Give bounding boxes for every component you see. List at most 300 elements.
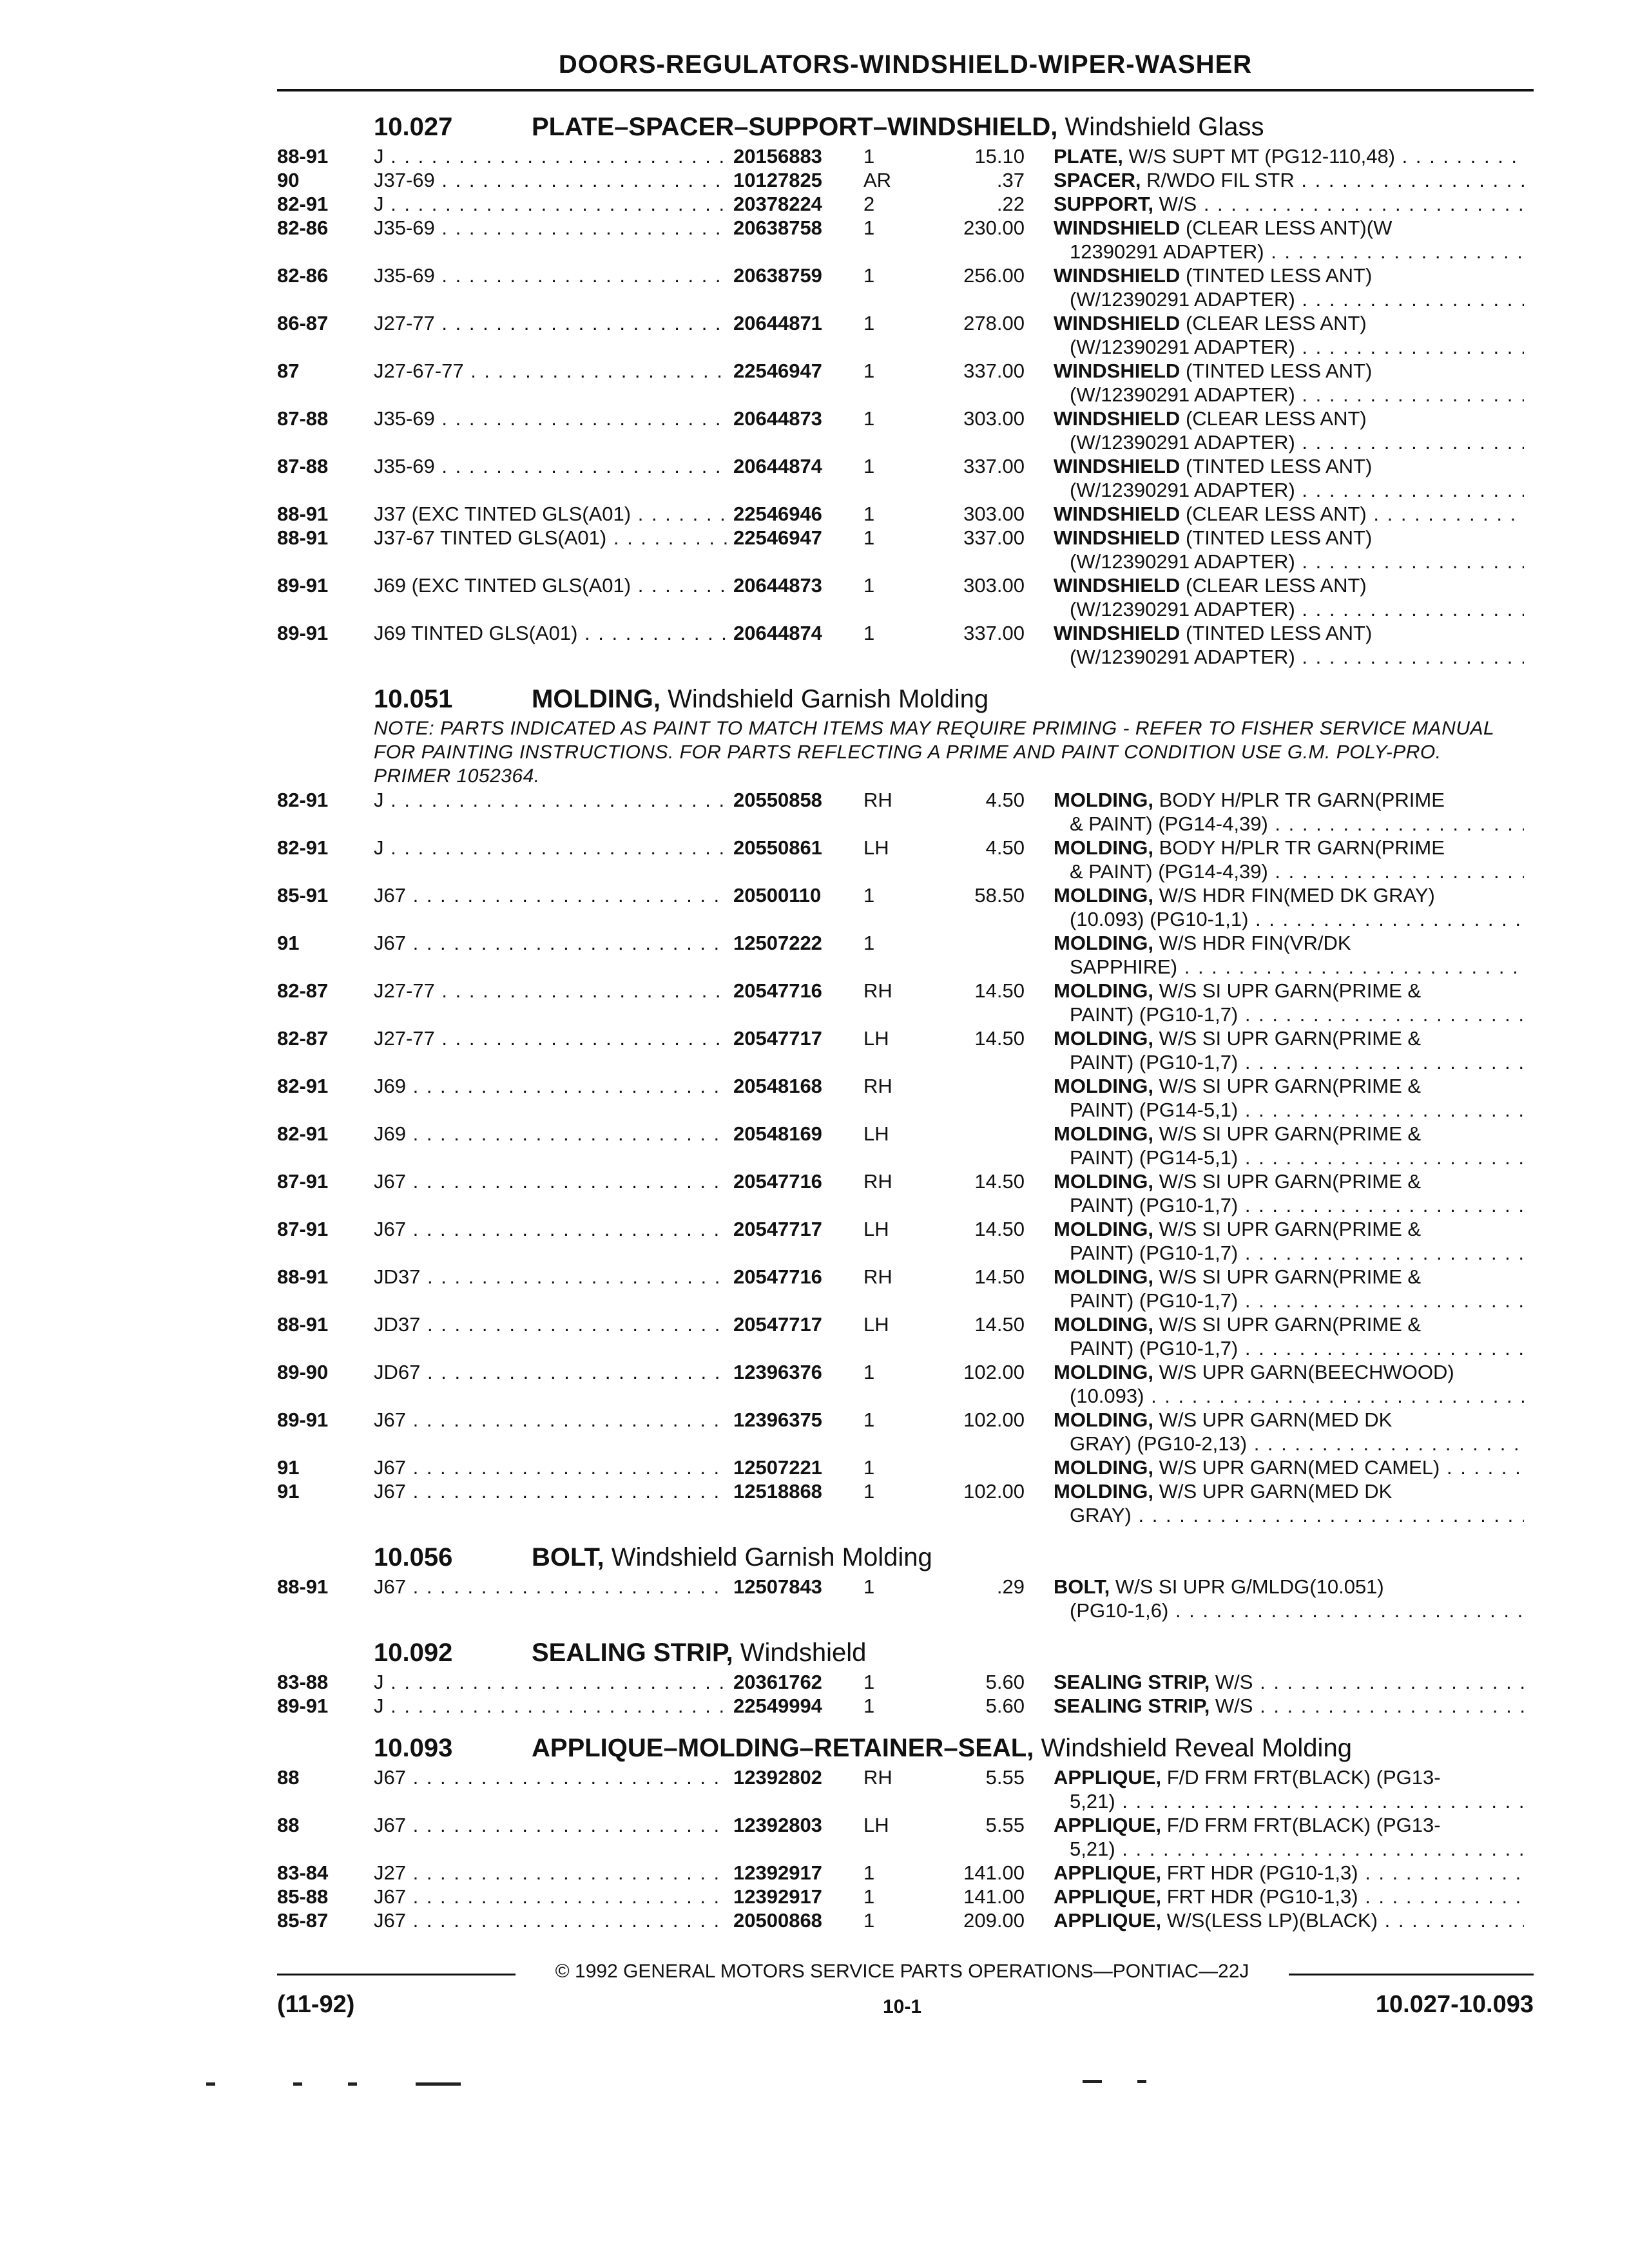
part-number: 22546946: [728, 502, 1139, 526]
quantity: 1: [863, 1575, 875, 1598]
table-row: [277, 311, 1534, 359]
part-description: [1054, 526, 1524, 573]
description-line: WINDSHIELD (TINTED LESS ANT): [1054, 622, 1373, 644]
quantity: RH: [863, 789, 892, 811]
table-row: [277, 168, 1534, 192]
description-line: APPLIQUE, W/S(LESS LP)(BLACK) . . .: [1054, 1908, 1524, 1932]
scan-artifact: [206, 2082, 215, 2086]
part-description: [1054, 1026, 1524, 1074]
parts-list: [277, 97, 1534, 1932]
description-line: PAINT) (PG10-1,7) . . .: [1054, 1050, 1524, 1074]
model-code: J69 (EXC TINTED GLS(A01) . . .: [374, 573, 1001, 597]
model-code: J67 . . .: [374, 883, 1001, 907]
table-row: [277, 1670, 1534, 1694]
description-line: PAINT) (PG14-5,1) . . .: [1054, 1146, 1524, 1169]
description-keyword: APPLIQUE,: [1054, 1766, 1162, 1789]
description-keyword: SPACER,: [1054, 169, 1141, 191]
description-line: & PAINT) (PG14-4,39) . . .: [1054, 812, 1524, 836]
section-title: [532, 1734, 1352, 1763]
model-code: J27-77 . . .: [374, 1026, 1001, 1050]
description-line: MOLDING, W/S UPR GARN(MED DK: [1054, 1480, 1393, 1503]
section-title-sub: Windshield Reveal Molding: [1034, 1734, 1352, 1762]
description-line: GRAY) (PG10-2,13) . . .: [1054, 1432, 1524, 1456]
description-line: GRAY) . . .: [1054, 1503, 1524, 1527]
description-line: MOLDING, W/S HDR FIN(MED DK GRAY): [1054, 884, 1435, 907]
section-title-sub: Windshield Garnish Molding: [660, 685, 989, 713]
description-keyword: WINDSHIELD: [1054, 526, 1181, 549]
table-row: [277, 502, 1534, 526]
description-keyword: MOLDING,: [1054, 1313, 1153, 1336]
section-header: [277, 669, 1534, 716]
part-number: 20547717: [728, 1217, 1139, 1241]
description-keyword: WINDSHIELD: [1054, 503, 1181, 525]
price: .29: [996, 1575, 1025, 1598]
section-title-main: MOLDING,: [532, 685, 660, 713]
model-year: 82-86: [277, 216, 329, 239]
description-line: MOLDING, W/S HDR FIN(VR/DK: [1054, 932, 1351, 954]
part-description: [1054, 264, 1524, 311]
description-keyword: APPLIQUE,: [1054, 1814, 1162, 1836]
model-code: J67 . . .: [374, 1169, 1001, 1193]
quantity: 1: [863, 1695, 875, 1717]
model-code: JD67 . . .: [374, 1360, 1001, 1384]
quantity: AR: [863, 169, 892, 191]
part-description: [1054, 621, 1524, 669]
model-year: 88-91: [277, 503, 329, 525]
table-row: [277, 1813, 1534, 1861]
table-row: [277, 1122, 1534, 1169]
section-title-main: BOLT,: [532, 1543, 604, 1571]
description-keyword: MOLDING,: [1054, 1170, 1153, 1193]
model-code: J69 . . .: [374, 1122, 1001, 1146]
description-line: SEALING STRIP, W/S . . .: [1054, 1670, 1524, 1694]
table-row: [277, 1456, 1534, 1479]
model-year: 82-86: [277, 264, 329, 287]
model-code: J37-67 TINTED GLS(A01) . . .: [374, 526, 1001, 550]
description-keyword: MOLDING,: [1054, 1075, 1153, 1097]
price: 58.50: [974, 884, 1025, 907]
description-keyword: BOLT,: [1054, 1575, 1110, 1598]
model-year: 82-91: [277, 789, 329, 811]
part-number: 20644874: [728, 621, 1139, 645]
price: 102.00: [963, 1408, 1025, 1431]
table-row: [277, 526, 1534, 573]
part-description: [1054, 454, 1524, 502]
description-line: WINDSHIELD (CLEAR LESS ANT)(W: [1054, 216, 1393, 239]
description-line: WINDSHIELD (CLEAR LESS ANT): [1054, 407, 1367, 430]
quantity: 1: [863, 407, 875, 430]
scan-artifact: [293, 2082, 302, 2086]
model-code: J27-67-77 . . .: [374, 359, 1001, 383]
price: 303.00: [963, 503, 1025, 525]
model-code: J69 TINTED GLS(A01) . . .: [374, 621, 1001, 645]
model-code: J27-77 . . .: [374, 311, 1001, 335]
description-line: (W/12390291 ADAPTER) . . .: [1054, 645, 1524, 669]
description-keyword: MOLDING,: [1054, 789, 1153, 811]
model-code: J67 . . .: [374, 1456, 1001, 1479]
description-line: (W/12390291 ADAPTER) . . .: [1054, 430, 1524, 454]
description-keyword: WINDSHIELD: [1054, 264, 1181, 287]
model-code: J67 . . .: [374, 1575, 1001, 1599]
part-number: 20644871: [728, 311, 1139, 335]
section-header: [277, 1622, 1534, 1670]
part-description: [1054, 788, 1524, 836]
part-number: 12518868: [728, 1479, 1139, 1503]
description-line: WINDSHIELD (TINTED LESS ANT): [1054, 526, 1373, 549]
table-row: [277, 1861, 1534, 1885]
price: 102.00: [963, 1480, 1025, 1503]
price: 141.00: [963, 1885, 1025, 1908]
description-line: (PG10-1,6) . . .: [1054, 1599, 1524, 1622]
table-row: [277, 1479, 1534, 1527]
table-row: [277, 1765, 1534, 1813]
description-line: PAINT) (PG10-1,7) . . .: [1054, 1336, 1524, 1360]
price: 256.00: [963, 264, 1025, 287]
model-year: 86-87: [277, 312, 329, 334]
model-code: J35-69 . . .: [374, 264, 1001, 287]
quantity: LH: [863, 1122, 889, 1145]
model-year: 85-91: [277, 884, 329, 907]
part-description: [1054, 1694, 1524, 1718]
scan-artifact: [1083, 2080, 1102, 2083]
description-line: (W/12390291 ADAPTER) . . .: [1054, 383, 1524, 407]
model-code: J67 . . .: [374, 1408, 1001, 1432]
section-title: [532, 113, 1264, 142]
description-line: BOLT, W/S SI UPR G/MLDG(10.051): [1054, 1575, 1384, 1598]
price: 14.50: [974, 1170, 1025, 1193]
table-row: [277, 883, 1534, 931]
price: 337.00: [963, 622, 1025, 644]
description-line: MOLDING, BODY H/PLR TR GARN(PRIME: [1054, 789, 1445, 811]
part-description: [1054, 883, 1524, 931]
quantity: 1: [863, 1408, 875, 1431]
part-number: 20156883: [728, 144, 1139, 168]
quantity: LH: [863, 836, 889, 859]
table-row: [277, 454, 1534, 502]
part-description: [1054, 1360, 1524, 1408]
description-line: WINDSHIELD (CLEAR LESS ANT): [1054, 312, 1367, 334]
quantity: 1: [863, 145, 875, 168]
part-description: [1054, 979, 1524, 1026]
model-code: J35-69 . . .: [374, 407, 1001, 430]
price: 5.60: [985, 1695, 1025, 1717]
part-number: 20644873: [728, 573, 1139, 597]
model-year: 83-84: [277, 1861, 329, 1884]
quantity: RH: [863, 1170, 892, 1193]
description-keyword: APPLIQUE,: [1054, 1909, 1162, 1932]
description-line: MOLDING, W/S UPR GARN(MED DK: [1054, 1408, 1393, 1431]
section-note: NOTE: PARTS INDICATED AS PAINT TO MATCH ITEMS MAY REQUIRE PRIMING - REFER TO FISHER SERVICE MANUAL FOR PAINTING INSTRUCTIONS. FOR PARTS REFLECTING A PRIME AND PAINT CONDITION USE G.M. POLY-PRO. PRIMER 1052364.: [374, 718, 1494, 787]
header-rule: [277, 89, 1534, 91]
table-row: [277, 979, 1534, 1026]
part-number: 20638759: [728, 264, 1139, 287]
footer-page-number: 10-1: [882, 1996, 922, 2017]
model-code: J67 . . .: [374, 1908, 1001, 1932]
description-keyword: WINDSHIELD: [1054, 407, 1181, 430]
model-code: J35-69 . . .: [374, 454, 1001, 478]
part-number: 20548168: [728, 1074, 1139, 1098]
description-keyword: MOLDING,: [1054, 1456, 1153, 1479]
table-row: [277, 264, 1534, 311]
table-row: [277, 192, 1534, 216]
part-description: [1054, 192, 1524, 216]
description-line: MOLDING, W/S SI UPR GARN(PRIME &: [1054, 1218, 1422, 1240]
price: 5.55: [985, 1766, 1025, 1789]
part-number: 20547716: [728, 1169, 1139, 1193]
description-line: (W/12390291 ADAPTER) . . .: [1054, 478, 1524, 502]
table-row: [277, 1074, 1534, 1122]
model-year: 88-91: [277, 1575, 329, 1598]
part-description: [1054, 1265, 1524, 1312]
model-year: 87-91: [277, 1218, 329, 1240]
table-row: [277, 359, 1534, 407]
description-line: (W/12390291 ADAPTER) . . .: [1054, 335, 1524, 359]
table-row: [277, 836, 1534, 883]
section-title: [532, 685, 988, 714]
description-line: APPLIQUE, F/D FRM FRT(BLACK) (PG13-: [1054, 1814, 1441, 1836]
section-title-sub: Windshield Garnish Molding: [604, 1543, 932, 1571]
quantity: LH: [863, 1313, 889, 1336]
price: 303.00: [963, 407, 1025, 430]
description-line: (10.093) (PG10-1,1) . . .: [1054, 907, 1524, 931]
quantity: 1: [863, 1861, 875, 1884]
description-line: 12390291 ADAPTER) . . .: [1054, 240, 1524, 264]
part-number: 20500110: [728, 883, 1139, 907]
price: 5.60: [985, 1671, 1025, 1693]
model-year: 85-88: [277, 1885, 329, 1908]
price: 209.00: [963, 1909, 1025, 1932]
model-year: 88: [277, 1814, 300, 1836]
table-row: [277, 621, 1534, 669]
description-keyword: SEALING STRIP,: [1054, 1695, 1210, 1717]
quantity: RH: [863, 1766, 892, 1789]
section-number: 10.056: [374, 1543, 453, 1571]
part-description: [1054, 1408, 1524, 1456]
model-year: 87-88: [277, 455, 329, 477]
description-line: MOLDING, W/S UPR GARN(BEECHWOOD): [1054, 1361, 1454, 1383]
part-number: 20550861: [728, 836, 1139, 860]
quantity: LH: [863, 1814, 889, 1836]
part-description: [1054, 311, 1524, 359]
table-row: [277, 1217, 1534, 1265]
section-title: [532, 1639, 866, 1667]
price: 278.00: [963, 312, 1025, 334]
part-number: 20548169: [728, 1122, 1139, 1146]
table-row: [277, 1169, 1534, 1217]
model-year: 88-91: [277, 1313, 329, 1336]
part-number: 12396376: [728, 1360, 1139, 1384]
part-number: 20500868: [728, 1908, 1139, 1932]
description-line: PAINT) (PG10-1,7) . . .: [1054, 1193, 1524, 1217]
part-description: [1054, 1456, 1524, 1479]
part-number: 12392803: [728, 1813, 1139, 1837]
description-line: SEALING STRIP, W/S . . .: [1054, 1694, 1524, 1718]
quantity: 1: [863, 312, 875, 334]
scan-artifact: [416, 2082, 461, 2086]
model-year: 89-91: [277, 574, 329, 597]
part-number: 12396375: [728, 1408, 1139, 1432]
price: 102.00: [963, 1361, 1025, 1383]
description-line: (W/12390291 ADAPTER) . . .: [1054, 287, 1524, 311]
description-keyword: WINDSHIELD: [1054, 360, 1181, 382]
price: 14.50: [974, 1027, 1025, 1050]
quantity: 1: [863, 360, 875, 382]
table-row: [277, 1312, 1534, 1360]
price: .37: [996, 169, 1025, 191]
description-keyword: MOLDING,: [1054, 979, 1153, 1002]
section-number: 10.092: [374, 1639, 453, 1667]
footer-copyright: © 1992 GENERAL MOTORS SERVICE PARTS OPERATIONS—PONTIAC—22J: [555, 1961, 1249, 1982]
model-code: J67 . . .: [374, 1217, 1001, 1241]
part-description: [1054, 1861, 1524, 1885]
description-line: WINDSHIELD (TINTED LESS ANT): [1054, 360, 1373, 382]
price: 4.50: [985, 789, 1025, 811]
description-keyword: MOLDING,: [1054, 1265, 1153, 1288]
model-year: 89-91: [277, 622, 329, 644]
quantity: 1: [863, 884, 875, 907]
quantity: 1: [863, 455, 875, 477]
description-line: PAINT) (PG14-5,1) . . .: [1054, 1098, 1524, 1122]
footer-section-range: 10.027-10.093: [1375, 1991, 1534, 2018]
model-year: 91: [277, 1480, 300, 1503]
part-description: [1054, 144, 1524, 168]
model-code: J67 . . .: [374, 1479, 1001, 1503]
description-keyword: MOLDING,: [1054, 1480, 1153, 1503]
part-description: [1054, 1312, 1524, 1360]
description-keyword: SEALING STRIP,: [1054, 1671, 1210, 1693]
description-line: MOLDING, W/S SI UPR GARN(PRIME &: [1054, 1122, 1422, 1145]
section-title-main: PLATE–SPACER–SUPPORT–WINDSHIELD,: [532, 113, 1058, 141]
model-year: 91: [277, 1456, 300, 1479]
part-number: 22546947: [728, 526, 1139, 550]
section-header: [277, 1718, 1534, 1765]
footer-date: (11-92): [277, 1991, 355, 2018]
description-line: PAINT) (PG10-1,7) . . .: [1054, 1289, 1524, 1312]
description-keyword: MOLDING,: [1054, 1027, 1153, 1050]
model-code: J . . .: [374, 192, 1001, 216]
table-row: [277, 1694, 1534, 1718]
model-year: 88: [277, 1766, 300, 1789]
part-number: 10127825: [728, 168, 1139, 192]
scan-artifact: [1137, 2080, 1146, 2083]
section-header: [277, 97, 1534, 144]
description-line: APPLIQUE, F/D FRM FRT(BLACK) (PG13-: [1054, 1766, 1441, 1789]
quantity: 1: [863, 216, 875, 239]
model-code: J35-69 . . .: [374, 216, 1001, 240]
price: 4.50: [985, 836, 1025, 859]
model-code: JD37 . . .: [374, 1265, 1001, 1289]
section-title: [532, 1543, 932, 1572]
model-year: 89-91: [277, 1695, 329, 1717]
part-description: [1054, 836, 1524, 883]
price: 5.55: [985, 1814, 1025, 1836]
description-line: SAPPHIRE) . . .: [1054, 955, 1524, 979]
model-code: J . . .: [374, 144, 1001, 168]
model-year: 85-87: [277, 1909, 329, 1932]
description-line: MOLDING, W/S UPR GARN(MED CAMEL) . . .: [1054, 1456, 1524, 1479]
model-year: 88-91: [277, 526, 329, 549]
model-year: 87-91: [277, 1170, 329, 1193]
part-number: 20547716: [728, 1265, 1139, 1289]
description-line: PLATE, W/S SUPT MT (PG12-110,48) . . .: [1054, 144, 1524, 168]
page-header: DOORS-REGULATORS-WINDSHIELD-WIPER-WASHER: [558, 50, 1253, 79]
description-line: MOLDING, W/S SI UPR GARN(PRIME &: [1054, 979, 1422, 1002]
description-line: MOLDING, W/S SI UPR GARN(PRIME &: [1054, 1313, 1422, 1336]
model-year: 82-91: [277, 836, 329, 859]
quantity: RH: [863, 1265, 892, 1288]
part-number: 20550858: [728, 788, 1139, 812]
table-row: [277, 931, 1534, 979]
model-code: JD37 . . .: [374, 1312, 1001, 1336]
quantity: 1: [863, 1361, 875, 1383]
part-number: 20644874: [728, 454, 1139, 478]
quantity: 1: [863, 1909, 875, 1932]
table-row: [277, 216, 1534, 264]
description-keyword: MOLDING,: [1054, 1361, 1153, 1383]
price: 337.00: [963, 455, 1025, 477]
price: 337.00: [963, 526, 1025, 549]
table-row: [277, 1360, 1534, 1408]
model-year: 82-87: [277, 1027, 329, 1050]
description-line: WINDSHIELD (CLEAR LESS ANT) . . .: [1054, 502, 1524, 526]
model-year: 88-91: [277, 1265, 329, 1288]
quantity: 1: [863, 264, 875, 287]
part-description: [1054, 573, 1524, 621]
description-line: (W/12390291 ADAPTER) . . .: [1054, 550, 1524, 573]
model-code: J67 . . .: [374, 1813, 1001, 1837]
part-description: [1054, 407, 1524, 454]
part-number: 12392802: [728, 1765, 1139, 1789]
quantity: 1: [863, 1480, 875, 1503]
part-number: 20638758: [728, 216, 1139, 240]
price: 14.50: [974, 1265, 1025, 1288]
part-description: [1054, 1074, 1524, 1122]
model-code: J . . .: [374, 788, 1001, 812]
section-title-sub: Windshield: [733, 1639, 867, 1667]
quantity: 1: [863, 1671, 875, 1693]
price: 15.10: [974, 145, 1025, 168]
description-line: WINDSHIELD (TINTED LESS ANT): [1054, 264, 1373, 287]
price: 230.00: [963, 216, 1025, 239]
model-year: 82-91: [277, 1075, 329, 1097]
part-description: [1054, 1122, 1524, 1169]
price: 14.50: [974, 1218, 1025, 1240]
model-code: J . . .: [374, 836, 1001, 860]
section-header: [277, 1527, 1534, 1575]
description-line: MOLDING, W/S SI UPR GARN(PRIME &: [1054, 1265, 1422, 1288]
footer-rule: [1289, 1974, 1534, 1975]
part-description: [1054, 931, 1524, 979]
description-line: WINDSHIELD (CLEAR LESS ANT): [1054, 574, 1367, 597]
section-title-main: SEALING STRIP,: [532, 1639, 733, 1667]
part-number: 12507843: [728, 1575, 1139, 1599]
description-keyword: WINDSHIELD: [1054, 455, 1181, 477]
part-description: [1054, 1169, 1524, 1217]
description-keyword: WINDSHIELD: [1054, 216, 1181, 239]
quantity: LH: [863, 1218, 889, 1240]
description-line: WINDSHIELD (TINTED LESS ANT): [1054, 455, 1373, 477]
model-code: J . . .: [374, 1670, 1001, 1694]
part-number: 20547717: [728, 1026, 1139, 1050]
section-number: 10.027: [374, 113, 453, 141]
price: .22: [996, 193, 1025, 215]
part-description: [1054, 1575, 1524, 1622]
description-line: MOLDING, W/S SI UPR GARN(PRIME &: [1054, 1170, 1422, 1193]
part-description: [1054, 1813, 1524, 1861]
model-year: 82-91: [277, 1122, 329, 1145]
description-keyword: SUPPORT,: [1054, 193, 1154, 215]
description-keyword: MOLDING,: [1054, 932, 1153, 954]
